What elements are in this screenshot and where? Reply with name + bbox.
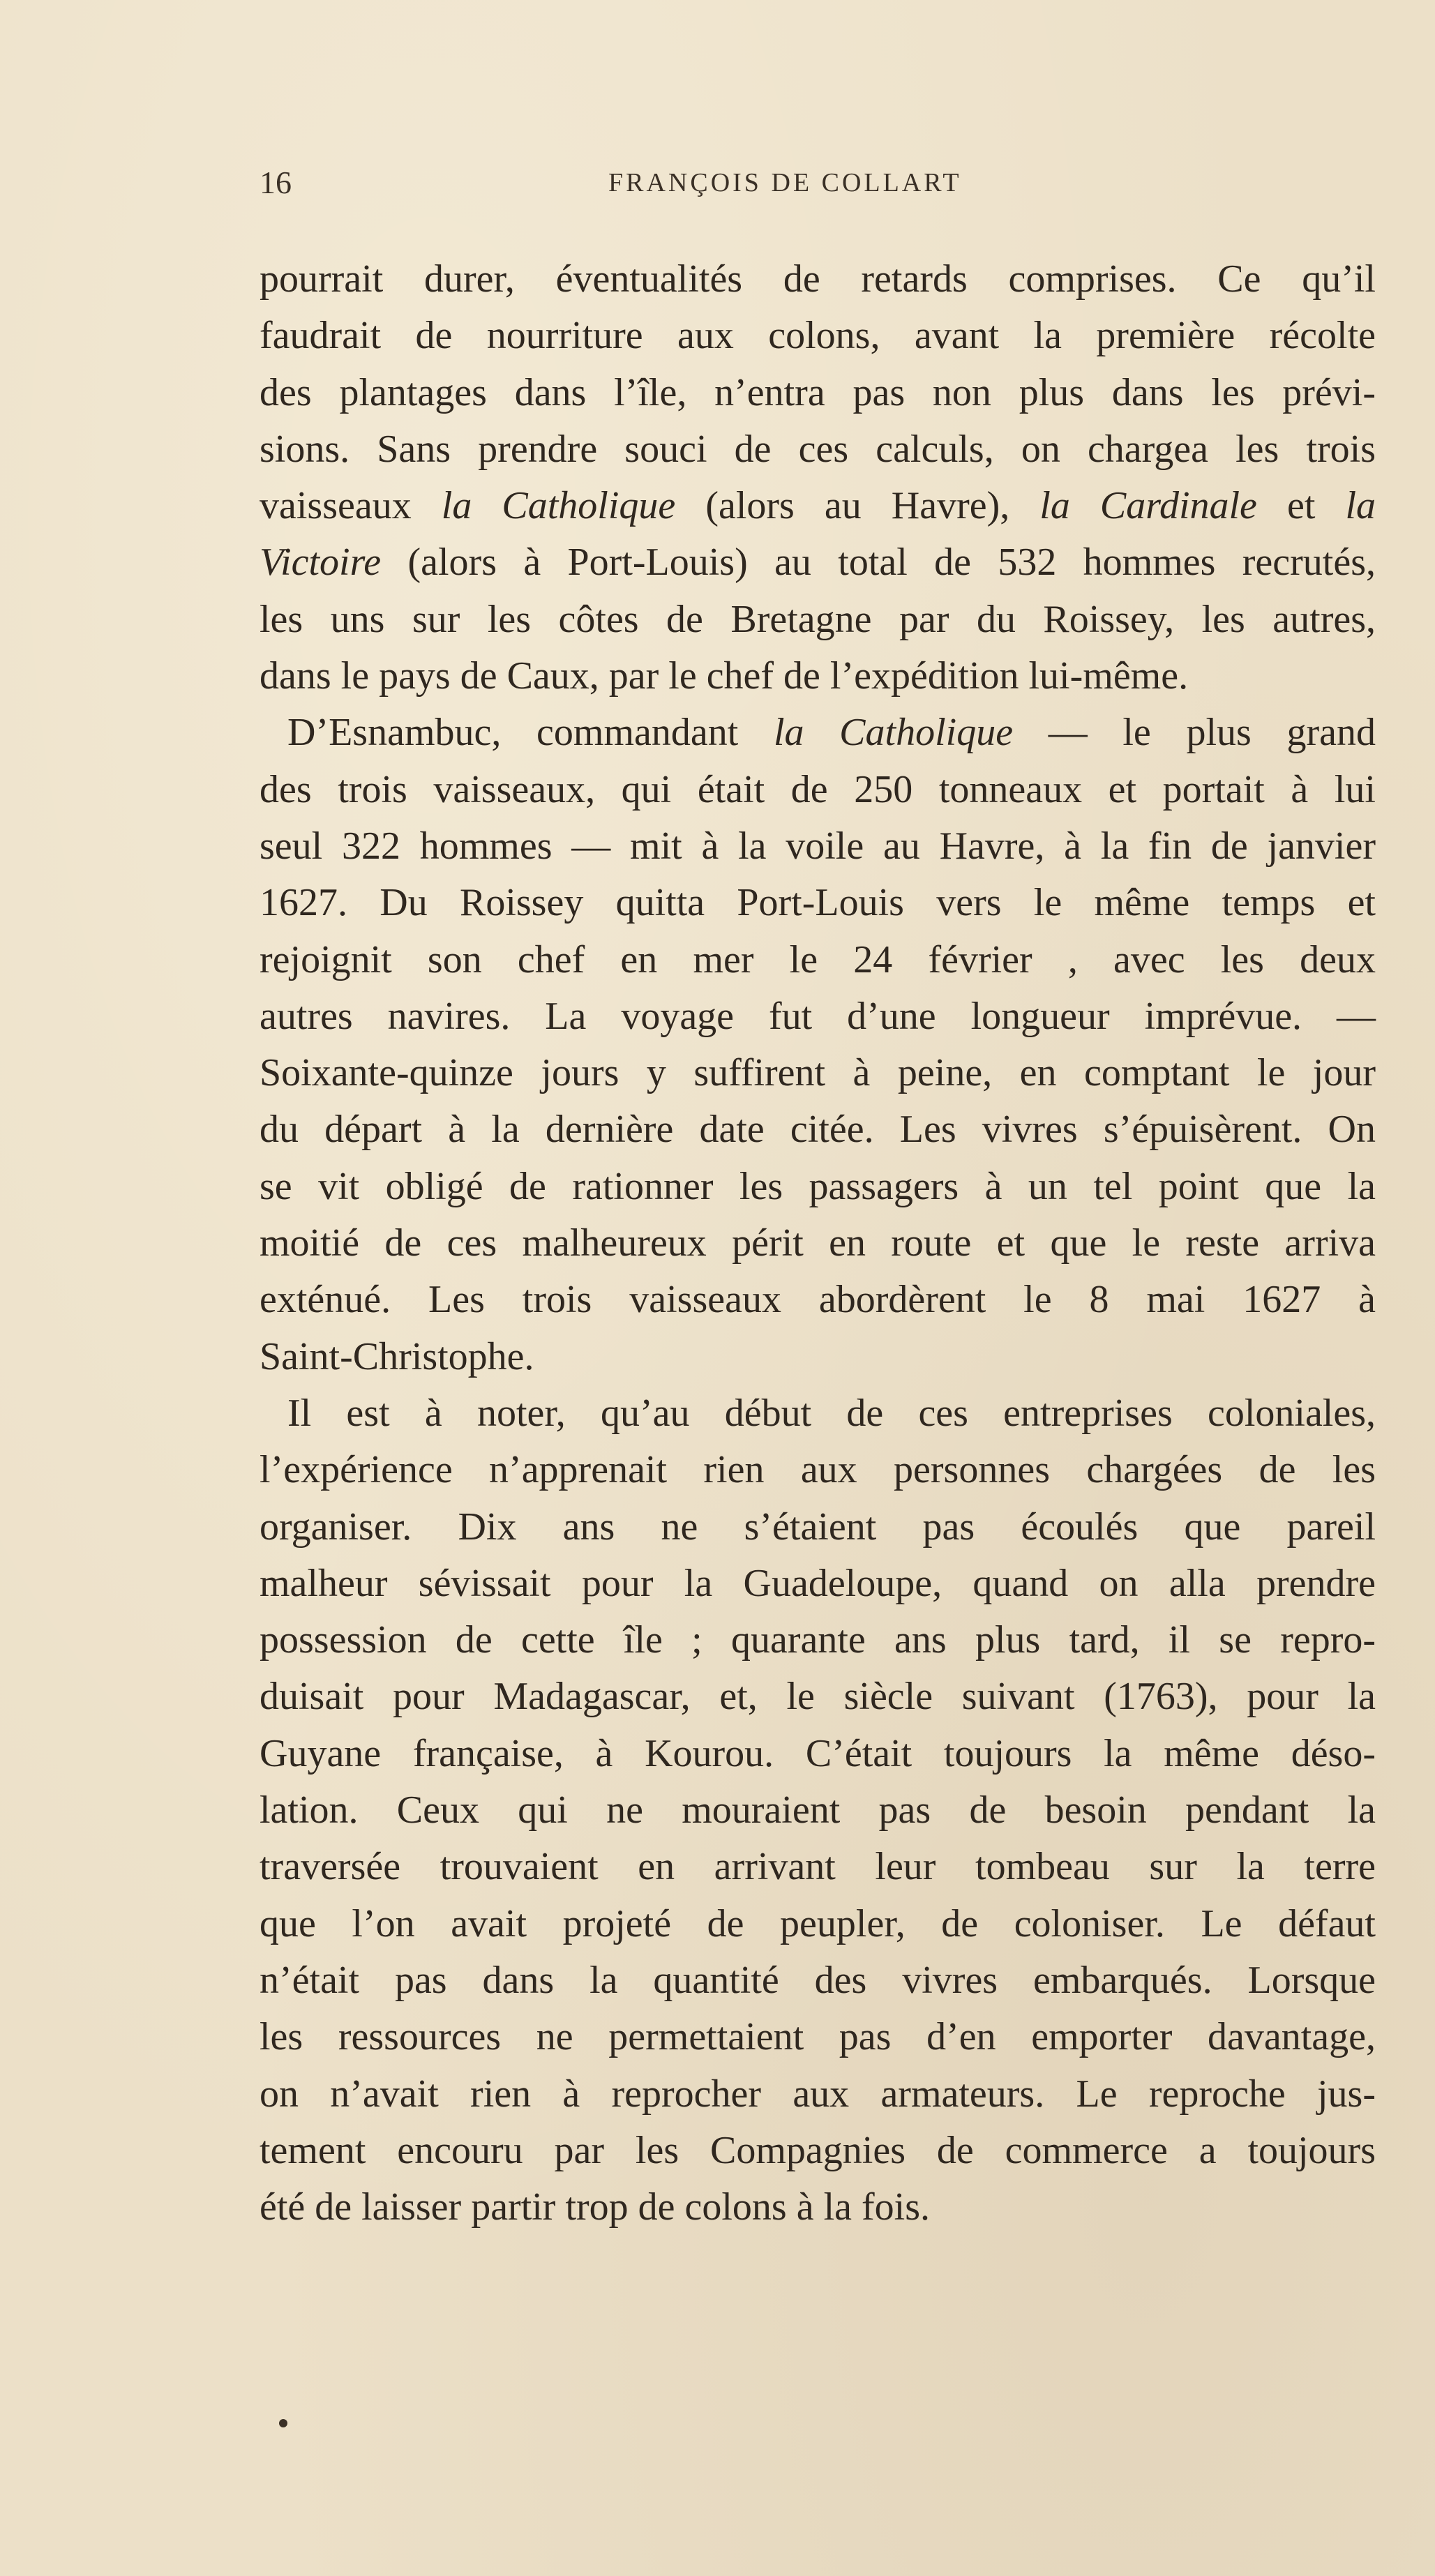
text-line	[260, 1952, 1376, 2009]
italic-ship-name: la	[1345, 484, 1376, 528]
text-line	[260, 1101, 1376, 1158]
text-segment: possession de cette île ; quarante ans plus tard, il se repro-	[260, 1618, 1376, 1662]
text-line	[260, 875, 1376, 931]
text-line	[260, 534, 1376, 591]
running-title: FRANÇOIS DE COLLART	[608, 168, 962, 197]
text-line	[260, 308, 1376, 364]
italic-ship-name: Victoire	[260, 541, 382, 585]
text-segment: (alors à Port-Louis) au total de 532 hommes recrutés,	[381, 541, 1376, 585]
text-line	[260, 592, 1376, 648]
text-segment: Il est à noter, qu’au début de ces entreprises coloniales,	[287, 1391, 1376, 1435]
text-line	[260, 1442, 1376, 1498]
text-line	[260, 2066, 1376, 2123]
text-line	[260, 1272, 1376, 1328]
text-segment: seul 322 hommes — mit à la voile au Havre, à la fin de janvier	[260, 824, 1376, 868]
text-line	[260, 1669, 1376, 1725]
text-segment: et	[1256, 484, 1346, 528]
text-line	[260, 818, 1376, 875]
page-number: 16	[260, 165, 292, 200]
text-segment: des trois vaisseaux, qui était de 250 tonneaux et portait à lui	[260, 767, 1376, 811]
text-segment: Soixante-quinze jours y suffirent à peine, en comptant le jour	[260, 1051, 1376, 1095]
text-segment: n’était pas dans la quantité des vivres embarqués. Lorsque	[260, 1958, 1376, 2002]
text-segment: vaisseaux	[260, 484, 442, 528]
text-line	[260, 251, 1376, 308]
text-segment: moitié de ces malheureux périt en route et que le reste arriva	[260, 1221, 1376, 1265]
text-line	[260, 1385, 1376, 1442]
text-line	[260, 648, 1376, 705]
text-segment: 1627. Du Roissey quitta Port-Louis vers le même temps et	[260, 881, 1376, 925]
text-line	[260, 1726, 1376, 1782]
text-segment: été de laisser partir trop de colons à la fois.	[260, 2185, 930, 2229]
text-segment: on n’avait rien à reprocher aux armateurs. Le reproche jus-	[260, 2072, 1376, 2116]
text-line	[260, 1839, 1376, 1895]
text-line	[260, 421, 1376, 478]
text-line	[260, 1329, 1376, 1385]
text-segment: — le plus grand	[1013, 711, 1376, 755]
italic-ship-name: la Catholique	[773, 711, 1014, 755]
text-line	[260, 988, 1376, 1045]
text-segment: duisait pour Madagascar, et, le siècle suivant (1763), pour la	[260, 1675, 1376, 1719]
text-line	[260, 1782, 1376, 1839]
text-line	[260, 1499, 1376, 1556]
text-segment: D’Esnambuc, commandant	[287, 711, 774, 755]
text-line	[260, 705, 1376, 761]
text-line	[260, 1215, 1376, 1272]
text-segment: traversée trouvaient en arrivant leur tombeau sur la terre	[260, 1845, 1376, 1889]
text-line	[260, 365, 1376, 421]
text-line	[260, 1896, 1376, 1952]
text-line	[260, 2009, 1376, 2065]
text-line	[260, 1159, 1376, 1215]
italic-ship-name: la Catholique	[441, 484, 676, 528]
text-segment: (alors au Havre),	[675, 484, 1040, 528]
text-segment: Saint-Christophe.	[260, 1334, 534, 1378]
body-text	[260, 251, 1376, 2236]
text-segment: lation. Ceux qui ne mouraient pas de besoin pendant la	[260, 1788, 1376, 1832]
text-segment: exténué. Les trois vaisseaux abordèrent le 8 mai 1627 à	[260, 1278, 1376, 1322]
text-line	[260, 478, 1376, 534]
page-header	[260, 162, 1376, 204]
text-segment: rejoignit son chef en mer le 24 février , avec les deux	[260, 937, 1376, 981]
text-segment: Guyane française, à Kourou. C’était toujours la même déso-	[260, 1731, 1376, 1775]
text-line	[260, 1045, 1376, 1101]
text-segment: l’expérience n’apprenait rien aux personnes chargées de les	[260, 1448, 1376, 1492]
text-segment: les ressources ne permettaient pas d’en emporter davantage,	[260, 2015, 1376, 2059]
text-line	[260, 762, 1376, 818]
text-segment: dans le pays de Caux, par le chef de l’expédition lui-même.	[260, 654, 1189, 698]
text-segment: organiser. Dix ans ne s’étaient pas écoulés que pareil	[260, 1505, 1376, 1549]
text-segment: que l’on avait projeté de peupler, de coloniser. Le défaut	[260, 1901, 1376, 1945]
text-segment: pourrait durer, éventualités de retards comprises. Ce qu’il	[260, 257, 1376, 301]
text-segment: sions. Sans prendre souci de ces calculs, on chargea les trois	[260, 427, 1376, 471]
text-line	[260, 2179, 1376, 2236]
text-segment: des plantages dans l’île, n’entra pas non plus dans les prévi-	[260, 370, 1376, 414]
text-segment: se vit obligé de rationner les passagers à un tel point que la	[260, 1164, 1376, 1208]
text-line	[260, 2123, 1376, 2179]
text-segment: tement encouru par les Compagnies de commerce a toujours	[260, 2128, 1376, 2172]
text-line	[260, 1612, 1376, 1669]
text-segment: autres navires. La voyage fut d’une longueur imprévue. —	[260, 994, 1376, 1038]
text-segment: du départ à la dernière date citée. Les vivres s’épuisèrent. On	[260, 1108, 1376, 1152]
text-line	[260, 1556, 1376, 1612]
text-line	[260, 932, 1376, 988]
text-segment: faudrait de nourriture aux colons, avant la première récolte	[260, 314, 1376, 358]
italic-ship-name: la Cardinale	[1039, 484, 1257, 528]
ink-speck	[279, 2419, 287, 2427]
text-segment: malheur sévissait pour la Guadeloupe, quand on alla prendre	[260, 1561, 1376, 1605]
text-segment: les uns sur les côtes de Bretagne par du Roissey, les autres,	[260, 597, 1376, 641]
